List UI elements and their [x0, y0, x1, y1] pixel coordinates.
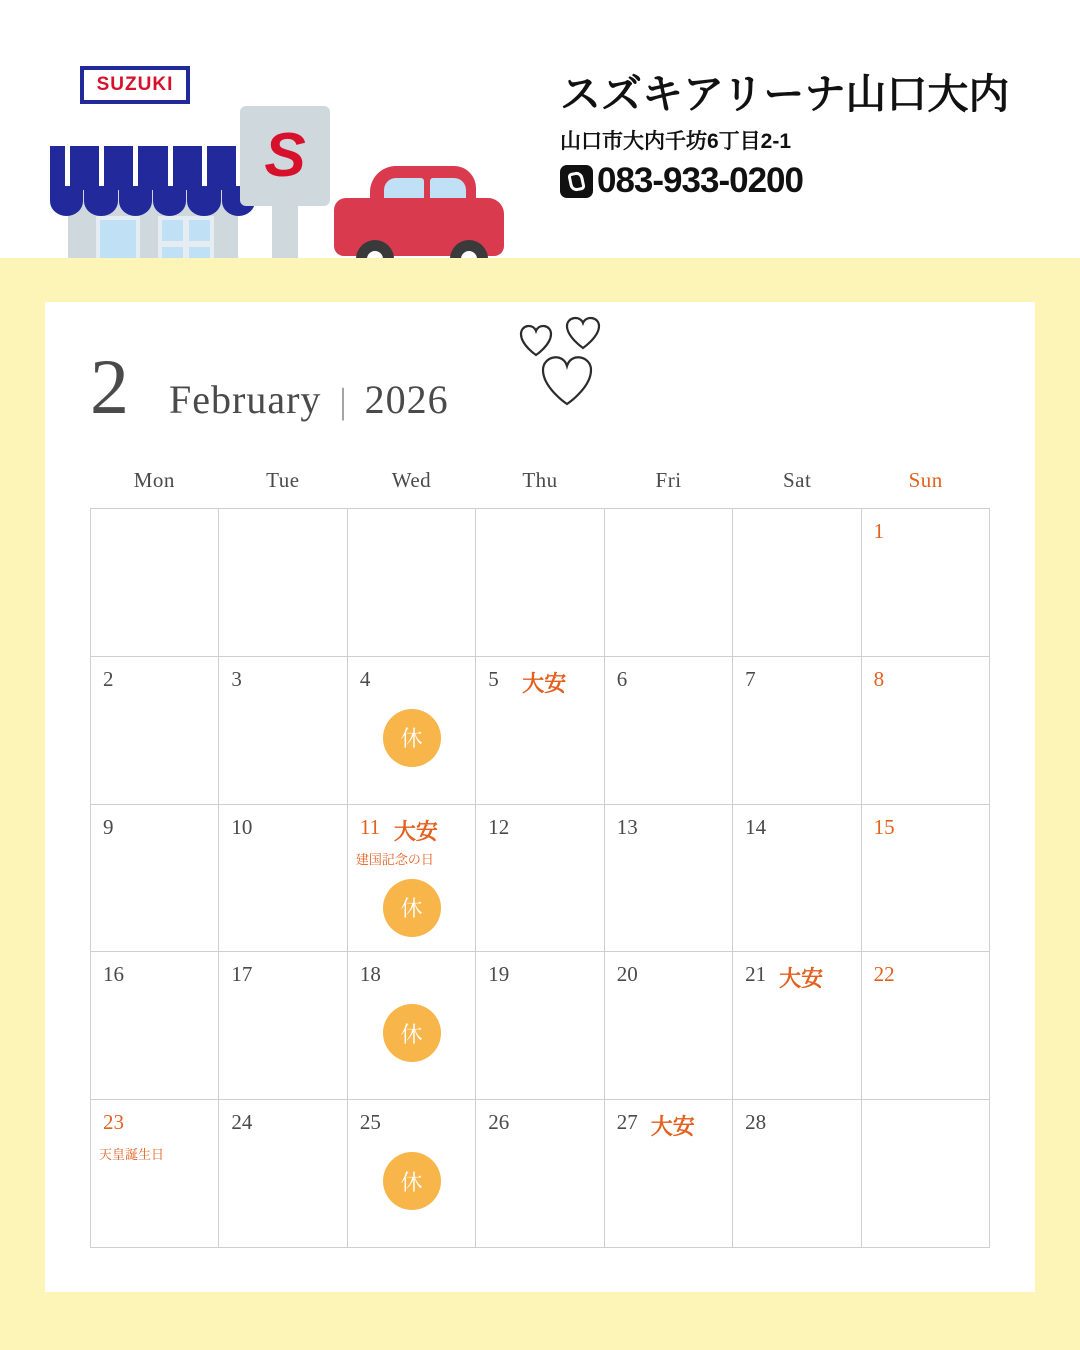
calendar-day-number: 17: [231, 962, 253, 987]
pole-sign-letter: S: [264, 121, 306, 190]
calendar-day-cell: [605, 1100, 733, 1248]
dealership-illustration: [40, 48, 520, 260]
calendar-day-cell: [91, 805, 219, 953]
calendar-day-number: 23: [103, 1110, 124, 1135]
calendar-day-number: 22: [873, 962, 895, 987]
weekday-sat: Sat: [782, 468, 812, 492]
calendar-day-cell: [219, 657, 347, 805]
calendar-day-cell: [348, 1100, 476, 1248]
closed-day-badge: 休: [383, 1004, 441, 1062]
taian-label: 大安: [522, 670, 567, 696]
closed-day-badge: 休: [383, 709, 441, 767]
calendar-day-cell: [476, 805, 604, 953]
calendar-day-cell: [476, 657, 604, 805]
calendar-day-cell: [733, 952, 861, 1100]
calendar-day-cell: [91, 1100, 219, 1248]
calendar-title: [90, 343, 449, 430]
calendar-day-cell: [862, 657, 990, 805]
calendar-day-number: 28: [745, 1110, 767, 1135]
calendar-day-number: 3: [231, 666, 242, 691]
taian-label: 大安: [779, 966, 824, 992]
header-banner: [0, 0, 1080, 258]
calendar-day-cell: [605, 952, 733, 1100]
shop-name: スズキアリーナ山口大内: [560, 71, 1010, 117]
calendar-day-cell: [733, 1100, 861, 1248]
calendar-day-number: 18: [359, 962, 381, 987]
calendar-day-cell: [605, 657, 733, 805]
closed-day-badge: 休: [383, 879, 441, 937]
calendar-day-number: 12: [488, 814, 510, 839]
weekday-tue: Tue: [266, 468, 300, 492]
calendar-day-cell: [348, 952, 476, 1100]
calendar-day-number: 15: [873, 814, 895, 839]
calendar-empty-cell: [733, 509, 861, 657]
shop-info: [560, 72, 1060, 201]
holiday-name-label: 天皇誕生日: [99, 1147, 165, 1163]
awning-stripes-icon: [50, 146, 256, 190]
holiday-name-label: 建国記念の日: [355, 851, 434, 867]
calendar-month-name: February: [169, 377, 322, 422]
calendar-day-number: 9: [103, 814, 114, 839]
calendar-day-cell: [605, 805, 733, 953]
calendar-day-cell: [733, 657, 861, 805]
weekday-header: [90, 468, 990, 493]
calendar-day-number: 8: [873, 666, 885, 691]
calendar-day-number: 10: [231, 814, 253, 839]
calendar-day-cell: [476, 952, 604, 1100]
weekday-thu: Thu: [522, 468, 558, 492]
calendar-empty-cell: [476, 509, 604, 657]
calendar-empty-cell: [91, 509, 219, 657]
calendar-day-cell: [91, 657, 219, 805]
calendar-day-number: 6: [616, 666, 628, 691]
calendar-day-number: 20: [616, 962, 638, 987]
calendar-empty-cell: [862, 1100, 990, 1248]
calendar-day-cell: [476, 1100, 604, 1248]
closed-day-badge: 休: [383, 1152, 441, 1210]
shop-address: 山口市大内千坊6丁目2-1: [560, 130, 792, 154]
calendar-day-cell: [219, 952, 347, 1100]
calendar-day-number: 27: [616, 1110, 638, 1135]
taian-label: 大安: [650, 1114, 695, 1140]
weekday-mon: Mon: [133, 468, 175, 492]
calendar-day-number: 21: [745, 962, 767, 987]
calendar-day-number: 16: [103, 962, 124, 987]
calendar-day-cell: [219, 805, 347, 953]
calendar-month-number: 2: [90, 343, 129, 430]
taian-label: 大安: [393, 818, 438, 844]
calendar-day-number: 7: [745, 666, 756, 691]
suzuki-sign: [80, 66, 190, 104]
calendar-day-number: 13: [616, 814, 638, 839]
shop-phone-number: 083-933-0200: [597, 161, 803, 201]
phone-icon: [560, 165, 593, 198]
calendar-grid: [90, 508, 990, 1248]
calendar-empty-cell: [219, 509, 347, 657]
calendar-day-number: 25: [359, 1110, 381, 1135]
calendar-title-separator: |: [339, 381, 347, 421]
suzuki-sign-label: SUZUKI: [96, 74, 174, 95]
calendar-day-number: 19: [488, 962, 510, 987]
calendar-day-number: 5: [488, 666, 499, 691]
calendar-empty-cell: [348, 509, 476, 657]
calendar-day-number: 14: [745, 814, 767, 839]
weekday-wed: Wed: [391, 468, 432, 492]
weekday-fri: Fri: [655, 468, 682, 492]
calendar-empty-cell: [605, 509, 733, 657]
awning-scallops-icon: [50, 186, 256, 216]
calendar-year: 2026: [364, 377, 449, 422]
calendar-day-cell: [348, 805, 476, 953]
calendar-day-cell: [862, 509, 990, 657]
calendar-day-number: 26: [488, 1110, 510, 1135]
shop-phone-row: [560, 161, 1060, 201]
calendar-day-cell: [91, 952, 219, 1100]
calendar-day-number: 1: [873, 519, 885, 543]
calendar-day-cell: [862, 805, 990, 953]
calendar-day-number: 11: [359, 814, 381, 839]
calendar-day-cell: [862, 952, 990, 1100]
calendar-day-number: 24: [231, 1110, 253, 1135]
calendar-day-cell: [219, 1100, 347, 1248]
weekday-sun: Sun: [908, 468, 943, 492]
calendar-day-number: 4: [359, 666, 371, 691]
calendar-day-cell: [348, 657, 476, 805]
hearts-decoration-icon: [505, 308, 635, 438]
calendar-day-cell: [733, 805, 861, 953]
calendar-day-number: 2: [103, 666, 114, 691]
